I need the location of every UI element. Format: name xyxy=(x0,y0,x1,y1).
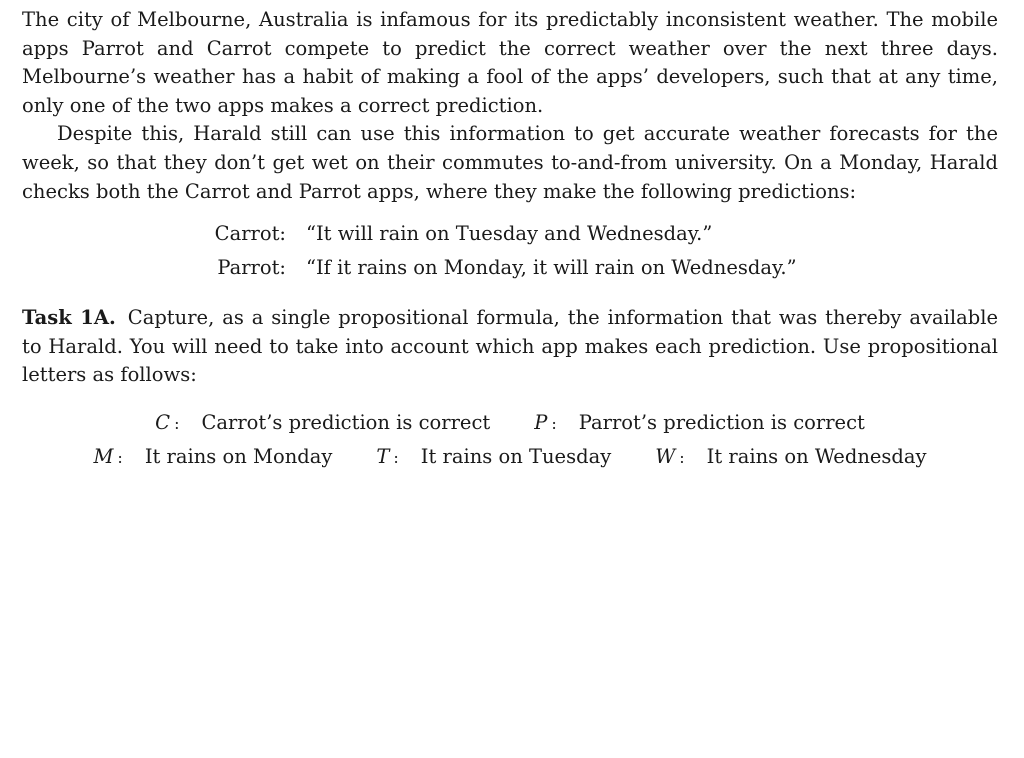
task-label: Task 1A. xyxy=(22,306,116,330)
letter-colon: : xyxy=(174,414,180,434)
letter-description: It rains on Tuesday xyxy=(420,445,612,469)
letter-symbol: P xyxy=(534,411,548,435)
letter-description: Carrot’s prediction is correct xyxy=(201,411,491,435)
prediction-app-name: Carrot: xyxy=(214,221,286,245)
letter-colon: : xyxy=(393,448,399,468)
prediction-text: “It will rain on Tuesday and Wednesday.” xyxy=(306,221,713,245)
letter-symbol: C xyxy=(155,411,171,435)
predictions-list xyxy=(210,216,998,284)
task-paragraph xyxy=(22,304,998,390)
letter-p xyxy=(534,411,865,434)
letter-colon: : xyxy=(117,448,123,468)
intro-paragraph: The city of Melbourne, Australia is infamous for its predictably inconsistent weather. The mobile apps Parrot and Carrot compete to predict the correct weather over the next three days. Melbourne’s weather has a habit of making a fool of the apps’ developers, such that at any time, only one of the two apps makes a correct prediction. xyxy=(22,8,998,117)
letter-description: It rains on Wednesday xyxy=(706,445,927,469)
letter-t xyxy=(376,445,611,468)
letter-colon: : xyxy=(679,448,685,468)
letter-c xyxy=(155,411,490,434)
letters-row-1 xyxy=(22,406,998,440)
letter-description: It rains on Monday xyxy=(144,445,333,469)
context-paragraph: Despite this, Harald still can use this information to get accurate weather forecasts for the week, so that they don’t get wet on their commutes to-and-from university. On a Monday, Harald checks both the Carrot and Parrot apps, where they make the following predictions: xyxy=(22,122,998,203)
letter-colon: : xyxy=(551,414,557,434)
letter-symbol: M xyxy=(93,445,114,469)
letter-symbol: T xyxy=(376,445,390,469)
letters-row-2 xyxy=(22,440,998,474)
task-text: Capture, as a single propositional formula, the information that was thereby available to Harald. You will need to take into account which app makes each prediction. Use propositional letters as follows: xyxy=(22,306,998,387)
prediction-text: “If it rains on Monday, it will rain on Wednesday.” xyxy=(306,255,797,279)
letter-symbol: W xyxy=(655,445,676,469)
prediction-app-name: Parrot: xyxy=(217,255,286,279)
prediction-parrot xyxy=(210,250,998,284)
propositional-letters xyxy=(22,406,998,474)
document-page xyxy=(22,6,998,474)
letter-description: Parrot’s prediction is correct xyxy=(578,411,865,435)
letter-m xyxy=(93,445,332,468)
prediction-carrot xyxy=(210,216,998,250)
letter-w xyxy=(655,445,926,468)
